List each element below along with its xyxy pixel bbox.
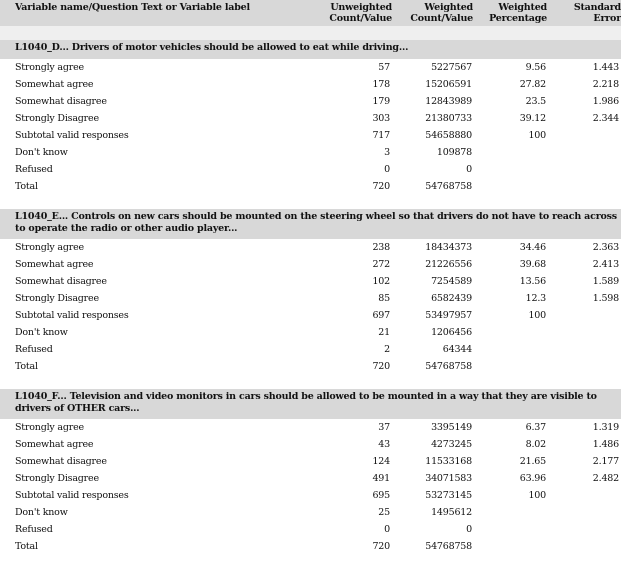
table-row bbox=[0, 453, 621, 470]
table-row bbox=[0, 470, 621, 487]
unweighted-count: 3 bbox=[384, 147, 390, 158]
weighted-count: 15206591 bbox=[425, 79, 472, 90]
row-label: Don't know bbox=[15, 147, 68, 158]
weighted-count: 21226556 bbox=[425, 259, 472, 270]
unweighted-count: 85 bbox=[378, 293, 390, 304]
row-label: Subtotal valid responses bbox=[15, 490, 129, 501]
table-row bbox=[0, 324, 621, 341]
row-label: Strongly Disagree bbox=[15, 473, 99, 484]
row-label: Somewhat agree bbox=[15, 439, 94, 450]
unweighted-count: 717 bbox=[372, 130, 390, 141]
unweighted-count: 697 bbox=[372, 310, 390, 321]
response-rows bbox=[0, 59, 621, 195]
question-section-e bbox=[0, 209, 621, 375]
standard-error: 2.363 bbox=[592, 242, 619, 253]
weighted-count: 1495612 bbox=[431, 507, 472, 518]
weighted-percentage: 27.82 bbox=[519, 79, 546, 90]
weighted-count: 18434373 bbox=[425, 242, 472, 253]
unweighted-count: 25 bbox=[378, 507, 390, 518]
weighted-count: 64344 bbox=[442, 344, 472, 355]
unweighted-count: 272 bbox=[372, 259, 390, 270]
standard-error: 1.443 bbox=[592, 62, 619, 73]
table-row bbox=[0, 127, 621, 144]
row-label: Somewhat disagree bbox=[15, 276, 107, 287]
weighted-percentage: 8.02 bbox=[525, 439, 546, 450]
unweighted-count: 2 bbox=[384, 344, 390, 355]
weighted-count: 53497957 bbox=[425, 310, 472, 321]
weighted-count: 21380733 bbox=[425, 113, 472, 124]
standard-error: 2.218 bbox=[592, 79, 619, 90]
weighted-count: 0 bbox=[466, 524, 472, 535]
standard-error: 2.177 bbox=[592, 456, 619, 467]
weighted-percentage: 13.56 bbox=[519, 276, 546, 287]
table-row bbox=[0, 436, 621, 453]
weighted-count: 12843989 bbox=[425, 96, 472, 107]
section-gap bbox=[0, 195, 621, 209]
row-label: Somewhat agree bbox=[15, 259, 94, 270]
weighted-percentage: 23.5 bbox=[525, 96, 546, 107]
unweighted-count: 124 bbox=[372, 456, 390, 467]
row-label: Total bbox=[15, 181, 38, 192]
unweighted-count: 303 bbox=[372, 113, 390, 124]
unweighted-count: 720 bbox=[372, 541, 390, 552]
question-title: L1040_D... Drivers of motor vehicles should be allowed to eat while driving... bbox=[0, 40, 621, 59]
table-row bbox=[0, 178, 621, 195]
table-row bbox=[0, 341, 621, 358]
weighted-percentage: 100 bbox=[528, 130, 546, 141]
standard-error: 1.986 bbox=[592, 96, 619, 107]
response-rows bbox=[0, 239, 621, 375]
weighted-percentage: 6.37 bbox=[525, 422, 546, 433]
weighted-count: 5227567 bbox=[431, 62, 472, 73]
unweighted-count: 0 bbox=[384, 164, 390, 175]
weighted-percentage: 21.65 bbox=[519, 456, 546, 467]
standard-error: 1.589 bbox=[592, 276, 619, 287]
weighted-percentage: 9.56 bbox=[525, 62, 546, 73]
question-title: L1040_E... Controls on new cars should be mounted on the steering wheel so that drivers do not have to reach across to operate the radio or other audio player... bbox=[0, 209, 621, 239]
row-label: Strongly agree bbox=[15, 62, 84, 73]
weighted-count: 3395149 bbox=[431, 422, 472, 433]
unweighted-count: 179 bbox=[372, 96, 390, 107]
question-section-f bbox=[0, 389, 621, 555]
weighted-percentage: 39.12 bbox=[519, 113, 546, 124]
standard-error: 2.344 bbox=[592, 113, 619, 124]
question-title: L1040_F... Television and video monitors in cars should be allowed to be mounted in a way that they are visible to drivers of OTHER cars... bbox=[0, 389, 621, 419]
row-label: Strongly agree bbox=[15, 242, 84, 253]
table-row bbox=[0, 273, 621, 290]
unweighted-count: 178 bbox=[372, 79, 390, 90]
weighted-count: 1206456 bbox=[431, 327, 472, 338]
table-row bbox=[0, 239, 621, 256]
weighted-count: 6582439 bbox=[431, 293, 472, 304]
weighted-percentage: 63.96 bbox=[519, 473, 546, 484]
weighted-count: 109878 bbox=[436, 147, 472, 158]
table-row bbox=[0, 521, 621, 538]
unweighted-count: 720 bbox=[372, 181, 390, 192]
standard-error: 2.413 bbox=[592, 259, 619, 270]
standard-error: 1.319 bbox=[592, 422, 619, 433]
table-row bbox=[0, 144, 621, 161]
table-row bbox=[0, 161, 621, 178]
row-label: Refused bbox=[15, 344, 53, 355]
weighted-count: 54768758 bbox=[425, 361, 472, 372]
weighted-count: 54768758 bbox=[425, 181, 472, 192]
header-standard-error: Standard Error bbox=[573, 2, 621, 24]
unweighted-count: 491 bbox=[372, 473, 390, 484]
row-label: Refused bbox=[15, 164, 53, 175]
unweighted-count: 238 bbox=[372, 242, 390, 253]
header-weighted-count: Weighted Count/Value bbox=[410, 2, 473, 24]
row-label: Somewhat disagree bbox=[15, 456, 107, 467]
table-row bbox=[0, 419, 621, 436]
unweighted-count: 57 bbox=[378, 62, 390, 73]
unweighted-count: 37 bbox=[378, 422, 390, 433]
response-rows bbox=[0, 419, 621, 555]
unweighted-count: 720 bbox=[372, 361, 390, 372]
header-variable-name: Variable name/Question Text or Variable label bbox=[15, 2, 250, 13]
row-label: Don't know bbox=[15, 327, 68, 338]
standard-error: 2.482 bbox=[592, 473, 619, 484]
unweighted-count: 695 bbox=[372, 490, 390, 501]
weighted-percentage: 34.46 bbox=[519, 242, 546, 253]
row-label: Total bbox=[15, 541, 38, 552]
weighted-percentage: 100 bbox=[528, 310, 546, 321]
row-label: Somewhat disagree bbox=[15, 96, 107, 107]
unweighted-count: 0 bbox=[384, 524, 390, 535]
header-weighted-percentage: Weighted Percentage bbox=[489, 2, 547, 24]
unweighted-count: 21 bbox=[378, 327, 390, 338]
header-spacer bbox=[0, 26, 621, 40]
table-row bbox=[0, 290, 621, 307]
weighted-count: 7254589 bbox=[431, 276, 472, 287]
weighted-percentage: 39.68 bbox=[519, 259, 546, 270]
table-row bbox=[0, 504, 621, 521]
table-header bbox=[0, 0, 621, 26]
weighted-count: 0 bbox=[466, 164, 472, 175]
table-row bbox=[0, 256, 621, 273]
row-label: Somewhat agree bbox=[15, 79, 94, 90]
row-label: Don't know bbox=[15, 507, 68, 518]
weighted-count: 34071583 bbox=[425, 473, 472, 484]
table-row bbox=[0, 487, 621, 504]
section-gap bbox=[0, 375, 621, 389]
table-row bbox=[0, 59, 621, 76]
weighted-count: 54768758 bbox=[425, 541, 472, 552]
weighted-count: 53273145 bbox=[425, 490, 472, 501]
row-label: Strongly agree bbox=[15, 422, 84, 433]
weighted-percentage: 100 bbox=[528, 490, 546, 501]
row-label: Refused bbox=[15, 524, 53, 535]
header-unweighted: Unweighted Count/Value bbox=[329, 2, 392, 24]
table-row bbox=[0, 110, 621, 127]
standard-error: 1.598 bbox=[592, 293, 619, 304]
table-row bbox=[0, 307, 621, 324]
question-section-d bbox=[0, 40, 621, 195]
row-label: Strongly Disagree bbox=[15, 113, 99, 124]
standard-error: 1.486 bbox=[592, 439, 619, 450]
unweighted-count: 43 bbox=[378, 439, 390, 450]
weighted-count: 4273245 bbox=[431, 439, 472, 450]
weighted-count: 54658880 bbox=[425, 130, 472, 141]
table-row bbox=[0, 76, 621, 93]
table-row bbox=[0, 538, 621, 555]
row-label: Subtotal valid responses bbox=[15, 130, 129, 141]
weighted-count: 11533168 bbox=[425, 456, 472, 467]
row-label: Total bbox=[15, 361, 38, 372]
weighted-percentage: 12.3 bbox=[525, 293, 546, 304]
table-row bbox=[0, 93, 621, 110]
row-label: Strongly Disagree bbox=[15, 293, 99, 304]
table-row bbox=[0, 358, 621, 375]
unweighted-count: 102 bbox=[372, 276, 390, 287]
row-label: Subtotal valid responses bbox=[15, 310, 129, 321]
